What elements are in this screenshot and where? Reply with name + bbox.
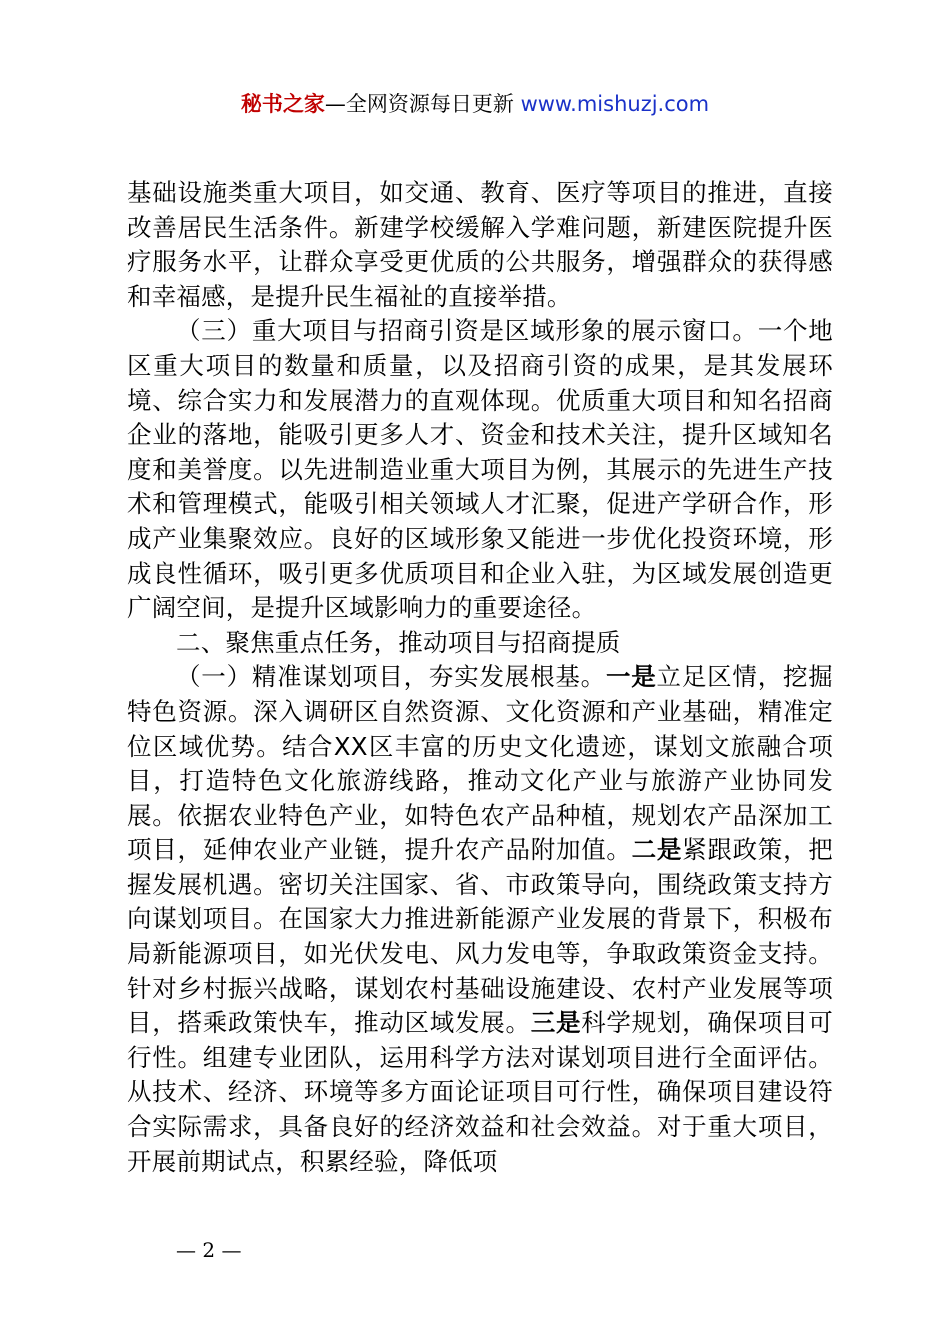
brand-name: 秘书之家 xyxy=(240,92,325,116)
section-heading-2: 二、聚焦重点任务，推动项目与招商提质 xyxy=(176,627,621,657)
paragraph-regional-image: （三）重大项目与招商引资是区域形象的展示窗口。一个地区重大项目的数量和质量，以及招商引资的成果，是其发展环境、综合实力和发展潜力的直观体现。优质重大项目和知名招商企业的落地，能吸引更多人才、资金和技术关注，提升区域知名度和美誉度。以先进制造业重大项目为例，其展示的先进生产技术和管理模式，能吸引相关领域人才汇聚，促进产学研合作，形成产业集聚效应。良好的区域形象又能进一步优化投资环境，形成良性循环，吸引更多优质项目和企业入驻，为区域发展创造更广阔空间，是提升区域影响力的重要途径。 xyxy=(127,316,833,623)
document-body xyxy=(127,176,833,1179)
keyword-first: 一是 xyxy=(605,662,657,692)
point-first: 立足区情，挖掘特色资源。深入调研区自然资源、文化资源和产业基础，精准定位区域优势。结合XX区丰富的历史文化遗迹，谋划文旅融合项目，打造特色文化旅游线路，推动文化产业与旅游产业协同发展。依据农业特色产业，如特色农产品种植，规划农产品深加工项目，延伸农业产业链，提升农产品附加值。 xyxy=(127,662,833,865)
paragraph-infrastructure: 基础设施类重大项目，如交通、教育、医疗等项目的推进，直接改善居民生活条件。新建学校缓解入学难问题，新建医院提升医疗服务水平，让群众享受更优质的公共服务，增强群众的获得感和幸福感，是提升民生福祉的直接举措。 xyxy=(127,178,833,311)
paragraph-planning-projects xyxy=(127,660,833,1179)
page-number: — 2 — xyxy=(176,1238,242,1262)
page-header xyxy=(0,88,950,120)
header-tagline: —全网资源每日更新 xyxy=(324,92,521,116)
subsection-title: （一）精准谋划项目，夯实发展根基。 xyxy=(176,662,606,692)
site-url: www.mishuzj.com xyxy=(520,92,710,116)
keyword-second: 二是 xyxy=(631,835,683,865)
point-third: 科学规划，确保项目可行性。组建专业团队，运用科学方法对谋划项目进行全面评估。从技术、经济、环境等多方面论证项目可行性，确保项目建设符合实际需求，具备良好的经济效益和社会效益。对于重大项目，开展前期试点，积累经验，降低项 xyxy=(127,1008,833,1176)
keyword-third: 三是 xyxy=(530,1008,582,1038)
point-second: 紧跟政策，把握发展机遇。密切关注国家、省、市政策导向，围绕政策支持方向谋划项目。在国家大力推进新能源产业发展的背景下，积极布局新能源项目，如光伏发电、风力发电等，争取政策资金支持。针对乡村振兴战略，谋划农村基础设施建设、农村产业发展等项目，搭乘政策快车，推动区域发展。 xyxy=(127,835,834,1038)
